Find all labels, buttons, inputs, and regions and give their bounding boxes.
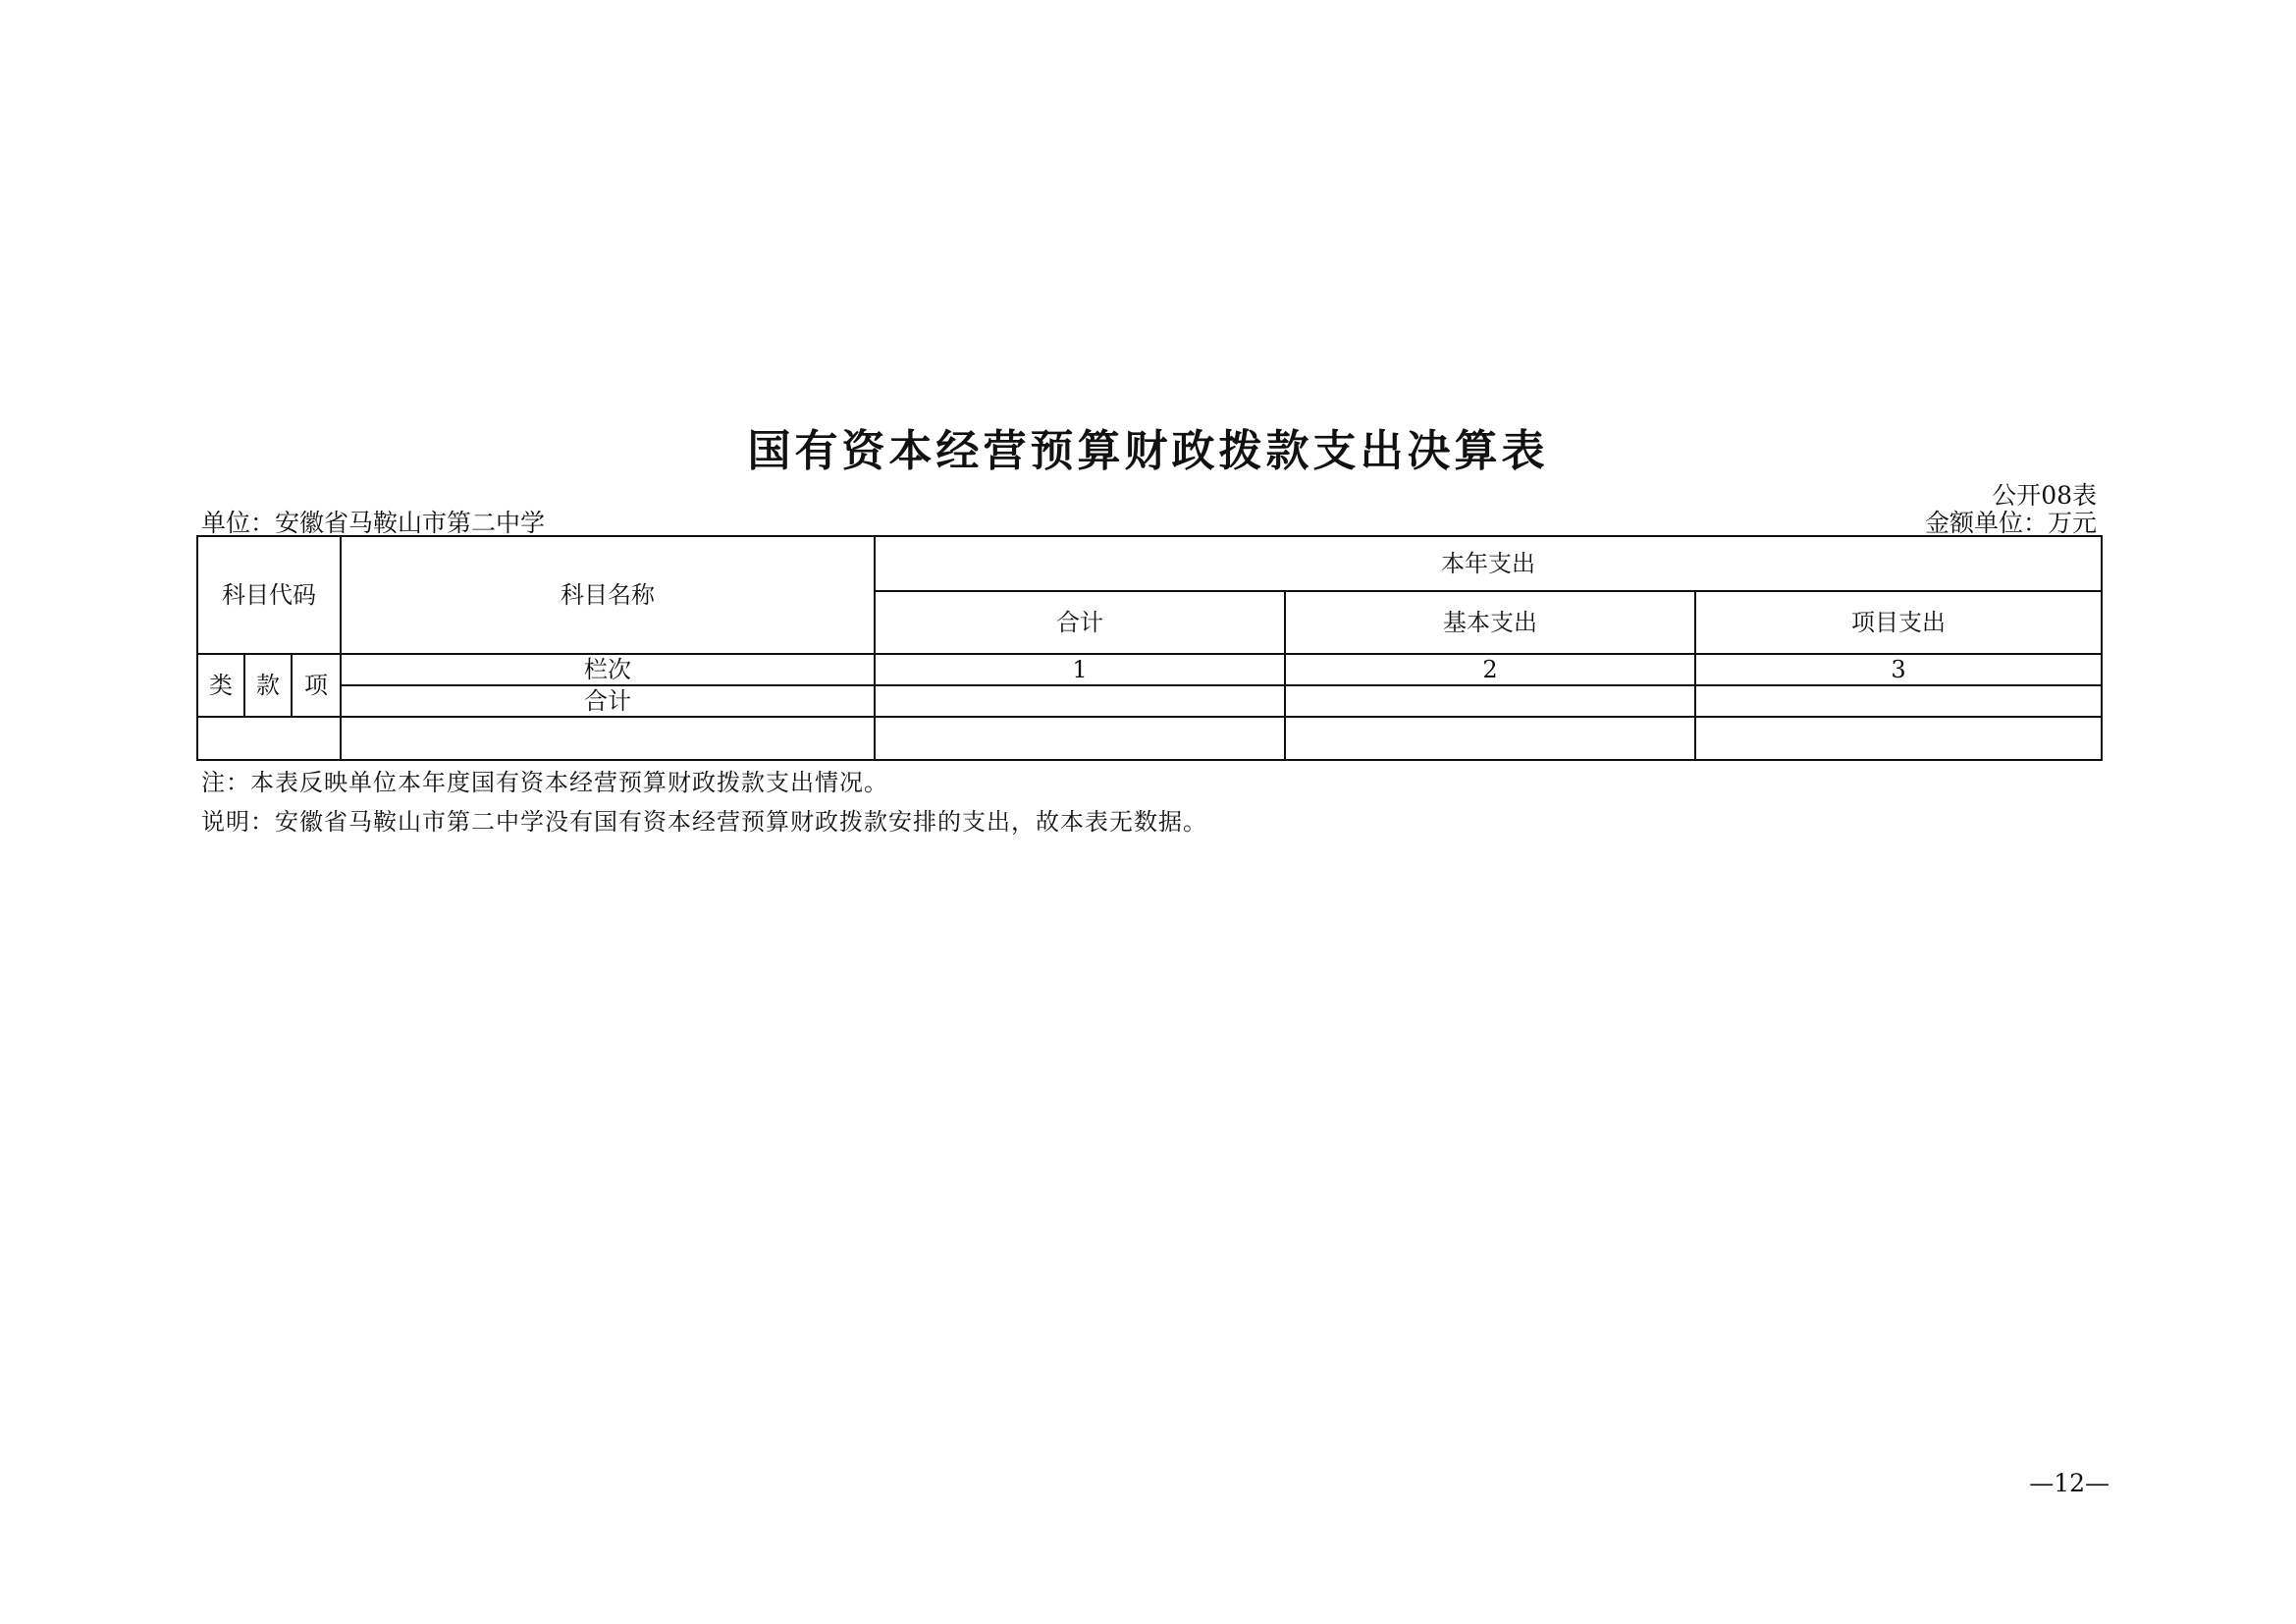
col-header-project: 项目支出 xyxy=(1695,591,2102,654)
code-header: 科目代码 xyxy=(197,536,341,654)
unit-label: 单位：安徽省马鞍山市第二中学 xyxy=(201,509,546,537)
page-number: —12— xyxy=(2029,1469,2109,1497)
col-header-basic: 基本支出 xyxy=(1285,591,1695,654)
row-col-label: 栏次 xyxy=(341,654,875,685)
amount-unit-label: 金额单位：万元 xyxy=(1924,509,2097,537)
page-title: 国有资本经营预算财政拨款支出决算表 xyxy=(747,426,1549,476)
total-cell-1 xyxy=(875,685,1285,717)
form-number: 公开08表 xyxy=(1992,481,2097,510)
expense-table xyxy=(196,535,2101,759)
note-text: 注：本表反映单位本年度国有资本经营预算财政拨款支出情况。 xyxy=(201,769,888,796)
col-number-1: 1 xyxy=(875,654,1285,685)
empty-row-code-cell xyxy=(197,717,341,760)
empty-row-cell-2 xyxy=(1285,717,1695,760)
empty-row-cell-3 xyxy=(1695,717,2102,760)
row-total-label: 合计 xyxy=(341,685,875,717)
explanation-text: 说明：安徽省马鞍山市第二中学没有国有资本经营预算财政拨款安排的支出，故本表无数据。 xyxy=(201,808,1207,836)
col-number-3: 3 xyxy=(1695,654,2102,685)
code-section-header: 款 xyxy=(244,654,292,717)
col-number-2: 2 xyxy=(1285,654,1695,685)
total-cell-3 xyxy=(1695,685,2102,717)
name-header: 科目名称 xyxy=(341,536,875,654)
empty-row-cell-1 xyxy=(875,717,1285,760)
empty-row-name-cell xyxy=(341,717,875,760)
col-header-total: 合计 xyxy=(875,591,1285,654)
code-class-header: 类 xyxy=(197,654,244,717)
year-expense-header: 本年支出 xyxy=(875,536,2102,591)
total-cell-2 xyxy=(1285,685,1695,717)
code-item-header: 项 xyxy=(292,654,341,717)
